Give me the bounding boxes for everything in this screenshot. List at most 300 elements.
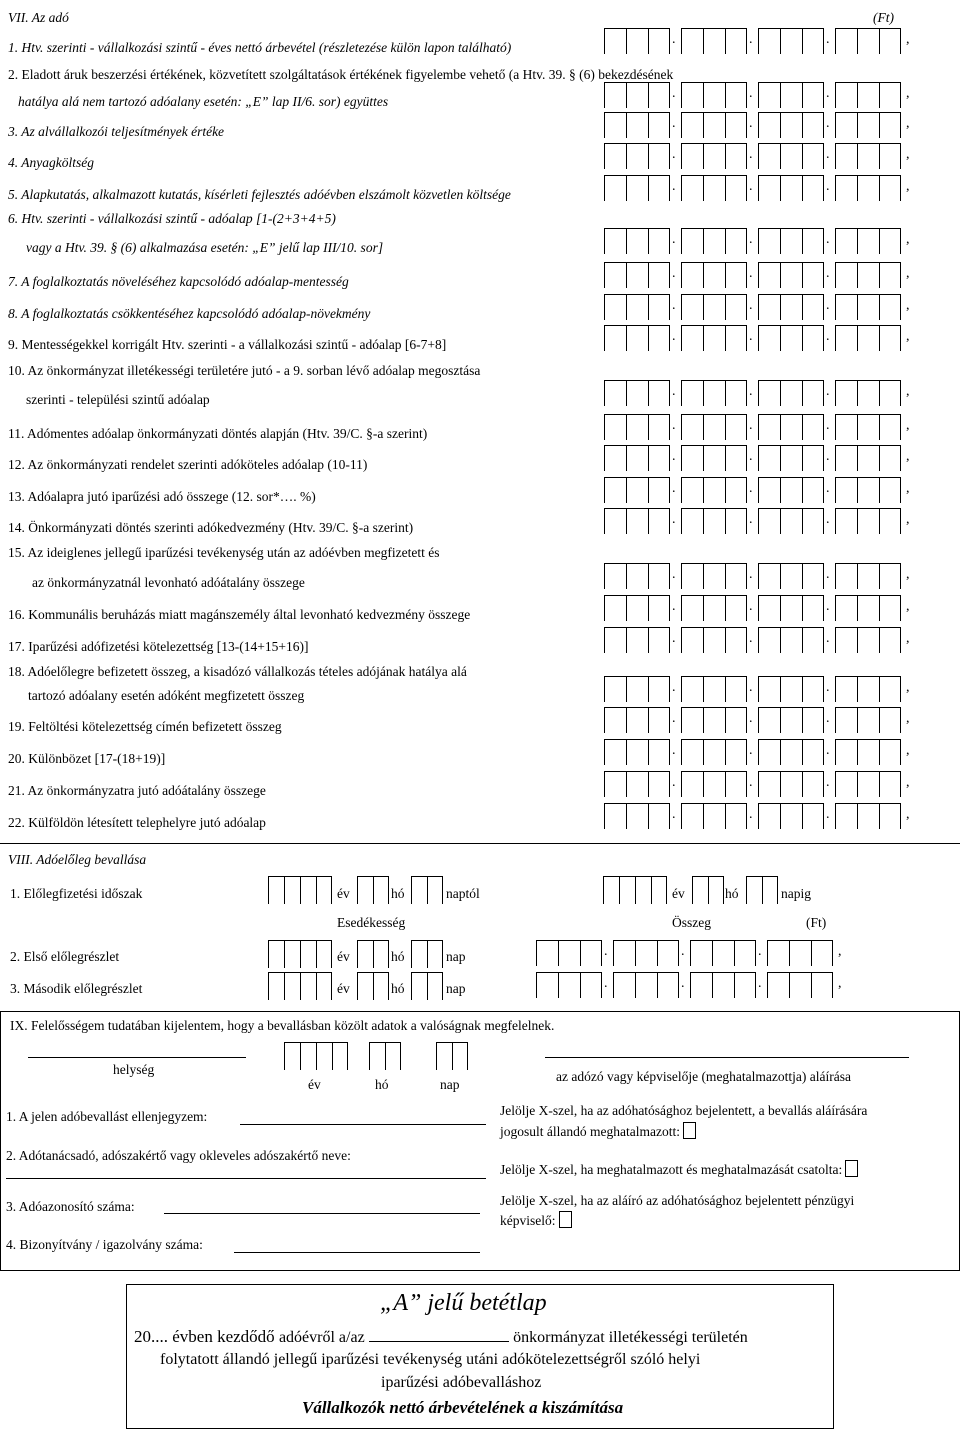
ho-label: hó: [391, 886, 405, 901]
ev-label: év: [308, 1077, 321, 1092]
digit-separator: [879, 477, 880, 503]
amount-digit-group[interactable]: [681, 508, 747, 534]
digit-separator: [626, 228, 627, 254]
row-label: 11. Adómentes adóalap önkormányzati döntés alapján (Htv. 39/C. §-a szerint): [8, 426, 428, 441]
digit-separator: [703, 676, 704, 702]
digit-separator: [879, 739, 880, 765]
digit-separator: [651, 876, 652, 904]
row-label: szerinti - települési szintű adóalap: [26, 392, 210, 407]
digit-separator: [789, 972, 790, 998]
thousands-separator: .: [672, 147, 676, 162]
digit-separator: [780, 262, 781, 288]
digit-separator: [626, 262, 627, 288]
footer-line-1: [134, 1327, 748, 1347]
tax-id-line[interactable]: [164, 1213, 480, 1214]
amount-digit-group[interactable]: [681, 477, 747, 503]
digit-separator: [703, 112, 704, 138]
row-label: tartozó adóalany esetén adóként megfizetett összeg: [28, 688, 305, 703]
decimal-separator: ,: [906, 179, 910, 194]
x3-checkbox[interactable]: [559, 1211, 572, 1228]
digit-separator: [626, 294, 627, 320]
row-label: hatálya alá nem tartozó adóalany esetén: „E” lap II/6. sor) együttes: [18, 94, 389, 109]
digit-separator: [780, 803, 781, 829]
digit-separator: [648, 380, 649, 406]
amount-digit-group[interactable]: [758, 175, 824, 201]
thousands-separator: .: [672, 329, 676, 344]
place-line[interactable]: [28, 1057, 246, 1058]
decimal-separator: ,: [906, 384, 910, 399]
digit-separator: [635, 972, 636, 998]
amount-digit-group[interactable]: [758, 143, 824, 169]
decimal-separator: ,: [906, 147, 910, 162]
thousands-separator: .: [749, 329, 753, 344]
amount-digit-group[interactable]: [835, 508, 901, 534]
amount-digit-group[interactable]: [690, 940, 756, 966]
thousands-separator: .: [604, 976, 608, 991]
amount-digit-group[interactable]: [681, 414, 747, 440]
amount-digit-group[interactable]: [835, 380, 901, 406]
amount-digit-group[interactable]: [604, 676, 670, 702]
row-label: 10. Az önkormányzat illetékességi területére jutó - a 9. sorban lévő adóalap megosztása: [8, 363, 481, 378]
digit-separator: [725, 414, 726, 440]
amount-digit-group[interactable]: [681, 676, 747, 702]
amount-digit-group[interactable]: [758, 28, 824, 54]
digit-separator: [712, 940, 713, 966]
digit-separator: [780, 143, 781, 169]
digit-separator: [802, 143, 803, 169]
amount-digit-group[interactable]: [604, 82, 670, 108]
amount-digit-group[interactable]: [758, 707, 824, 733]
x2-text: [500, 1160, 858, 1178]
digit-separator: [703, 627, 704, 653]
section7-title: VII. Az adó: [8, 10, 69, 25]
digit-separator: [648, 803, 649, 829]
ev-label: év: [337, 981, 350, 996]
digit-separator: [635, 940, 636, 966]
digit-separator: [857, 325, 858, 351]
thousands-separator: .: [749, 384, 753, 399]
advisor-name-line[interactable]: [6, 1178, 486, 1179]
amount-digit-group[interactable]: [681, 627, 747, 653]
amount-digit-group[interactable]: [681, 112, 747, 138]
thousands-separator: .: [826, 512, 830, 527]
thousands-separator: .: [672, 481, 676, 496]
amount-digit-group[interactable]: [604, 477, 670, 503]
row-label: 3. Az alvállalkozói teljesítmények értéke: [8, 124, 225, 139]
amount-digit-group[interactable]: [758, 477, 824, 503]
digit-separator: [725, 112, 726, 138]
amount-digit-group[interactable]: [604, 595, 670, 621]
amount-digit-group[interactable]: [758, 112, 824, 138]
amount-digit-group[interactable]: [835, 175, 901, 201]
thousands-separator: .: [758, 976, 762, 991]
digit-separator: [879, 228, 880, 254]
tax-year-text: adóévről a/az: [278, 1329, 365, 1346]
amount-digit-group[interactable]: [835, 627, 901, 653]
row-label: vagy a Htv. 39. § (6) alkalmazása esetén: „E” jelű lap III/10. sor]: [26, 240, 384, 255]
thousands-separator: .: [826, 86, 830, 101]
digit-separator: [626, 771, 627, 797]
amount-digit-group[interactable]: [758, 82, 824, 108]
amount-digit-group[interactable]: [835, 707, 901, 733]
digit-separator: [427, 940, 428, 968]
amount-digit-group[interactable]: [767, 972, 833, 998]
digit-separator: [648, 627, 649, 653]
digit-separator: [802, 262, 803, 288]
amount-digit-group[interactable]: [835, 82, 901, 108]
digit-separator: [300, 876, 301, 904]
digit-separator: [580, 972, 581, 998]
amount-digit-group[interactable]: [835, 803, 901, 829]
digit-separator: [857, 82, 858, 108]
digit-separator: [802, 82, 803, 108]
row-label: 17. Iparűzési adófizetési kötelezettség [13-(14+15+16)]: [8, 639, 309, 654]
row-label: 2. Eladott áruk beszerzési értékének, közvetített szolgáltatások értékének figyelembe vehető (a Htv. 39. § (6) bekezdésének: [8, 67, 674, 82]
digit-separator: [857, 380, 858, 406]
period-label: 1. Előlegfizetési időszak: [10, 886, 143, 901]
thousands-separator: .: [826, 631, 830, 646]
thousands-separator: .: [749, 266, 753, 281]
ev-label: év: [337, 886, 350, 901]
amount-header: Összeg: [672, 915, 711, 930]
footer-line-4: Vállalkozók nettó árbevételének a kiszámítása: [302, 1398, 624, 1417]
thousands-separator: .: [672, 743, 676, 758]
amount-digit-group[interactable]: [681, 707, 747, 733]
digit-separator: [857, 28, 858, 54]
amount-digit-group[interactable]: [604, 228, 670, 254]
certificate-label: 4. Bizonyítvány / igazolvány száma:: [6, 1237, 203, 1252]
digit-separator: [648, 262, 649, 288]
digit-separator: [879, 676, 880, 702]
section9-frame: [0, 1011, 960, 1271]
digit-separator: [780, 445, 781, 471]
digit-separator: [725, 803, 726, 829]
digit-separator: [703, 380, 704, 406]
amount-digit-group[interactable]: [681, 228, 747, 254]
row-label: 12. Az önkormányzati rendelet szerinti adóköteles adóalap (10-11): [8, 457, 368, 472]
amount-digit-group[interactable]: [613, 972, 679, 998]
thousands-separator: .: [749, 298, 753, 313]
digit-separator: [284, 876, 285, 904]
amount-digit-group[interactable]: [613, 940, 679, 966]
thousands-separator: .: [749, 232, 753, 247]
amount-digit-group[interactable]: [681, 143, 747, 169]
x3-label: képviselő:: [500, 1213, 556, 1228]
decimal-separator: ,: [906, 743, 910, 758]
digit-separator: [725, 676, 726, 702]
amount-digit-group[interactable]: [604, 325, 670, 351]
digit-separator: [427, 876, 428, 904]
digit-separator: [879, 28, 880, 54]
thousands-separator: .: [749, 680, 753, 695]
digit-separator: [648, 563, 649, 589]
row-label: 21. Az önkormányzatra jutó adóátalány összege: [8, 783, 266, 798]
footer-line-3: iparűzési adóbevalláshoz: [381, 1374, 542, 1391]
amount-digit-group[interactable]: [758, 803, 824, 829]
thousands-separator: .: [749, 567, 753, 582]
amount-digit-group[interactable]: [758, 627, 824, 653]
decimal-separator: ,: [906, 775, 910, 790]
amount-digit-group[interactable]: [681, 595, 747, 621]
amount-digit-group[interactable]: [681, 82, 747, 108]
amount-digit-group[interactable]: [681, 262, 747, 288]
digit-separator: [626, 563, 627, 589]
amount-digit-group[interactable]: [758, 595, 824, 621]
amount-digit-group[interactable]: [604, 627, 670, 653]
digit-separator: [857, 262, 858, 288]
digit-separator: [373, 940, 374, 968]
digit-separator: [703, 28, 704, 54]
signature-line[interactable]: [545, 1057, 909, 1058]
thousands-separator: .: [749, 711, 753, 726]
x1-checkbox[interactable]: [683, 1122, 696, 1139]
amount-digit-group[interactable]: [835, 771, 901, 797]
digit-separator: [802, 707, 803, 733]
digit-separator: [703, 262, 704, 288]
thousands-separator: .: [826, 232, 830, 247]
amount-digit-group[interactable]: [835, 112, 901, 138]
digit-separator: [657, 972, 658, 998]
digit-separator: [802, 477, 803, 503]
amount-digit-group[interactable]: [690, 972, 756, 998]
digit-separator: [385, 1042, 386, 1070]
digit-separator: [879, 803, 880, 829]
digit-separator: [648, 508, 649, 534]
advisor-name-label: 2. Adótanácsadó, adószakértő vagy okleveles adószakértő neve:: [6, 1148, 351, 1163]
digit-separator: [300, 1042, 301, 1070]
amount-digit-group[interactable]: [604, 739, 670, 765]
x3-text-2: [500, 1211, 572, 1229]
amount-digit-group[interactable]: [604, 112, 670, 138]
amount-digit-group[interactable]: [681, 803, 747, 829]
digit-separator: [725, 228, 726, 254]
digit-separator: [725, 771, 726, 797]
digit-separator: [780, 595, 781, 621]
digit-separator: [703, 771, 704, 797]
amount-digit-group[interactable]: [835, 325, 901, 351]
digit-separator: [316, 876, 317, 904]
digit-separator: [802, 676, 803, 702]
amount-digit-group[interactable]: [604, 262, 670, 288]
amount-digit-group[interactable]: [604, 175, 670, 201]
row-label: 1. Htv. szerinti - vállalkozási szintű - éves nettó árbevétel (részletezése külön lapon található): [8, 40, 512, 55]
amount-digit-group[interactable]: [604, 143, 670, 169]
thousands-separator: .: [672, 86, 676, 101]
amount-digit-group[interactable]: [835, 676, 901, 702]
thousands-separator: .: [749, 512, 753, 527]
place-label: helység: [113, 1062, 155, 1077]
digit-separator: [703, 143, 704, 169]
amount-digit-group[interactable]: [758, 262, 824, 288]
x1-text: Jelölje X-szel, ha az adóhatósághoz bejelentett, a bevallás aláírására: [500, 1103, 868, 1118]
thousands-separator: .: [749, 743, 753, 758]
digit-separator: [802, 739, 803, 765]
thousands-separator: .: [826, 32, 830, 47]
thousands-separator: .: [826, 775, 830, 790]
thousands-separator: .: [672, 631, 676, 646]
decimal-separator: ,: [906, 86, 910, 101]
thousands-separator: .: [672, 680, 676, 695]
amount-digit-group[interactable]: [604, 707, 670, 733]
digit-separator: [725, 262, 726, 288]
first-installment-label: 2. Első előlegrészlet: [10, 949, 120, 964]
decimal-separator: ,: [906, 481, 910, 496]
digit-separator: [626, 325, 627, 351]
amount-digit-group[interactable]: [835, 477, 901, 503]
amount-digit-group[interactable]: [604, 508, 670, 534]
decimal-separator: ,: [906, 116, 910, 131]
thousands-separator: .: [749, 807, 753, 822]
thousands-separator: .: [672, 232, 676, 247]
digit-separator: [708, 876, 709, 904]
amount-digit-group[interactable]: [681, 325, 747, 351]
amount-digit-group[interactable]: [758, 325, 824, 351]
amount-digit-group[interactable]: [835, 262, 901, 288]
row-label: 19. Feltöltési kötelezettség címén befizetett összeg: [8, 719, 282, 734]
amount-digit-group[interactable]: [758, 739, 824, 765]
digit-separator: [626, 82, 627, 108]
amount-digit-group[interactable]: [681, 739, 747, 765]
digit-separator: [780, 739, 781, 765]
digit-separator: [857, 294, 858, 320]
amount-digit-group[interactable]: [835, 294, 901, 320]
digit-separator: [725, 595, 726, 621]
digit-separator: [452, 1042, 453, 1070]
decimal-separator: ,: [906, 680, 910, 695]
amount-digit-group[interactable]: [767, 940, 833, 966]
digit-separator: [725, 477, 726, 503]
digit-separator: [802, 803, 803, 829]
digit-separator: [879, 445, 880, 471]
amount-digit-group[interactable]: [835, 143, 901, 169]
digit-separator: [802, 112, 803, 138]
digit-separator: [703, 803, 704, 829]
amount-digit-group[interactable]: [835, 28, 901, 54]
ho-label: hó: [391, 949, 405, 964]
digit-separator: [780, 28, 781, 54]
digit-separator: [626, 477, 627, 503]
amount-digit-group[interactable]: [536, 940, 602, 966]
digit-separator: [780, 380, 781, 406]
digit-separator: [373, 876, 374, 904]
digit-separator: [811, 972, 812, 998]
thousands-separator: .: [672, 599, 676, 614]
digit-separator: [780, 508, 781, 534]
municipality-line[interactable]: [369, 1341, 509, 1342]
digit-separator: [316, 1042, 317, 1070]
digit-separator: [802, 595, 803, 621]
decimal-separator: ,: [906, 807, 910, 822]
digit-separator: [626, 175, 627, 201]
thousands-separator: .: [749, 418, 753, 433]
amount-digit-group[interactable]: [604, 563, 670, 589]
tax-id-label: 3. Adóazonosító száma:: [6, 1199, 135, 1214]
amount-digit-group[interactable]: [758, 771, 824, 797]
amount-digit-group[interactable]: [758, 676, 824, 702]
amount-digit-group[interactable]: [758, 508, 824, 534]
amount-digit-group[interactable]: [604, 803, 670, 829]
amount-digit-group[interactable]: [835, 563, 901, 589]
amount-digit-group[interactable]: [681, 28, 747, 54]
digit-separator: [857, 771, 858, 797]
amount-digit-group[interactable]: [604, 294, 670, 320]
amount-digit-group[interactable]: [681, 294, 747, 320]
digit-separator: [879, 563, 880, 589]
amount-digit-group[interactable]: [835, 228, 901, 254]
digit-separator: [802, 380, 803, 406]
countersign-line[interactable]: [240, 1124, 486, 1125]
amount-digit-group[interactable]: [835, 414, 901, 440]
amount-digit-group[interactable]: [835, 595, 901, 621]
amount-digit-group[interactable]: [758, 563, 824, 589]
thousands-separator: .: [672, 512, 676, 527]
x1-label: jogosult állandó meghatalmazott:: [500, 1124, 680, 1139]
row-label: 6. Htv. szerinti - vállalkozási szintű - adóalap [1-(2+3+4+5): [8, 211, 336, 226]
digit-separator: [284, 940, 285, 968]
section9-title: IX. Felelősségem tudatában kijelentem, hogy a bevallásban közölt adatok a valóságnak megfelelnek.: [10, 1018, 555, 1033]
amount-digit-group[interactable]: [835, 445, 901, 471]
x2-checkbox[interactable]: [845, 1160, 858, 1177]
digit-separator: [802, 175, 803, 201]
digit-separator: [703, 739, 704, 765]
amount-digit-group[interactable]: [604, 414, 670, 440]
amount-digit-group[interactable]: [681, 380, 747, 406]
digit-separator: [857, 175, 858, 201]
amount-digit-group[interactable]: [604, 28, 670, 54]
digit-separator: [725, 175, 726, 201]
amount-digit-group[interactable]: [758, 445, 824, 471]
amount-digit-group[interactable]: [758, 414, 824, 440]
digit-separator: [648, 294, 649, 320]
amount-digit-group[interactable]: [835, 739, 901, 765]
amount-digit-group[interactable]: [681, 563, 747, 589]
digit-separator: [703, 294, 704, 320]
decimal-separator: ,: [906, 32, 910, 47]
digit-separator: [657, 940, 658, 966]
digit-separator: [626, 445, 627, 471]
digit-separator: [703, 563, 704, 589]
amount-digit-group[interactable]: [758, 380, 824, 406]
decimal-separator: ,: [906, 232, 910, 247]
amount-digit-group[interactable]: [681, 771, 747, 797]
amount-digit-group[interactable]: [681, 175, 747, 201]
footer-line-2: folytatott állandó jellegű iparűzési tevékenység utáni adókötelezettségről szóló helyi: [160, 1351, 701, 1368]
digit-separator: [648, 325, 649, 351]
amount-digit-group[interactable]: [604, 380, 670, 406]
row-label: 7. A foglalkoztatás növeléséhez kapcsolódó adóalap-mentesség: [8, 274, 349, 289]
thousands-separator: .: [826, 449, 830, 464]
thousands-separator: .: [826, 743, 830, 758]
amount-digit-group[interactable]: [604, 445, 670, 471]
amount-digit-group[interactable]: [681, 445, 747, 471]
row-label: 18. Adóelőlegre befizetett összeg, a kisadózó vállalkozás tételes adójának hatálya alá: [8, 664, 467, 679]
amount-digit-group[interactable]: [758, 228, 824, 254]
digit-separator: [780, 676, 781, 702]
digit-separator: [879, 143, 880, 169]
digit-separator: [725, 739, 726, 765]
certificate-line[interactable]: [234, 1252, 480, 1253]
decimal-separator: ,: [906, 567, 910, 582]
thousands-separator: .: [672, 266, 676, 281]
digit-separator: [626, 676, 627, 702]
digit-separator: [725, 445, 726, 471]
amount-digit-group[interactable]: [536, 972, 602, 998]
amount-digit-group[interactable]: [758, 294, 824, 320]
row-label: 22. Külföldön létesített telephelyre jutó adóalap: [8, 815, 266, 830]
thousands-separator: .: [749, 147, 753, 162]
amount-digit-group[interactable]: [604, 771, 670, 797]
unit-label: (Ft): [873, 10, 894, 25]
